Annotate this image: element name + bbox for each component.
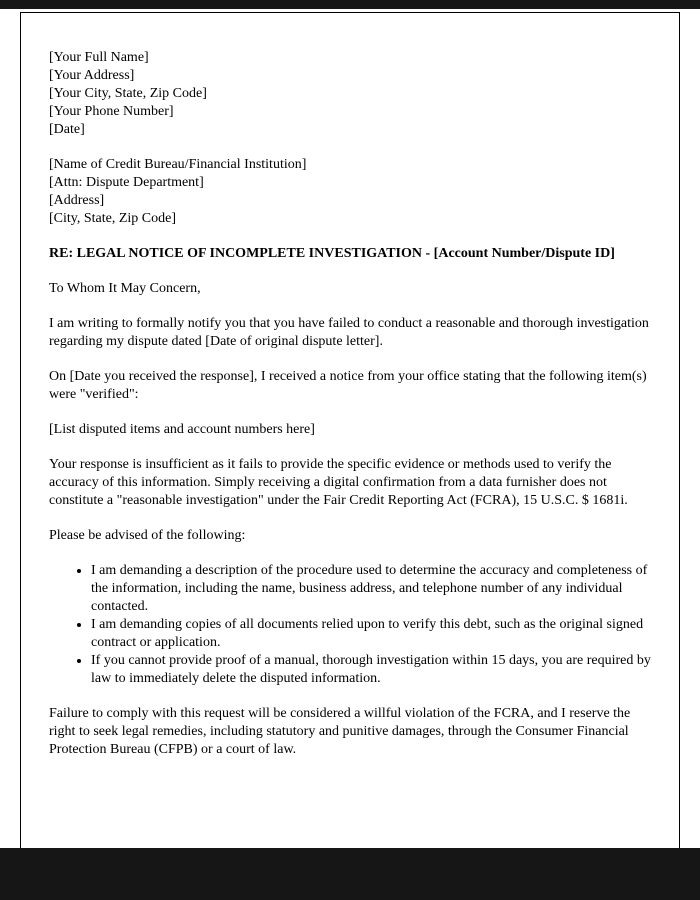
paragraph-disputed-items-placeholder: [List disputed items and account numbers here] — [49, 422, 315, 437]
top-border-bar — [0, 0, 700, 9]
sender-city-line: [Your City, State, Zip Code] — [49, 86, 207, 101]
salutation: To Whom It May Concern, — [49, 281, 201, 296]
sender-address-line: [Your Address] — [49, 68, 135, 83]
demand-item-deletion: • If you cannot provide proof of a manual, thorough investigation within 15 days, you are required by law to immediately delete the disputed information. — [91, 652, 651, 688]
bottom-border-bar — [0, 848, 700, 900]
demand-item-procedure: • I am demanding a description of the procedure used to determine the accuracy and completeness of the information, including the name, business address, and telephone number of any individual contacted. — [91, 562, 651, 616]
recipient-name-line: [Name of Credit Bureau/Financial Institution] — [49, 157, 307, 172]
paragraph-response-received: On [Date you received the response], I received a notice from your office stating that the following item(s) were "verified": — [49, 369, 647, 402]
recipient-attn-line: [Attn: Dispute Department] — [49, 175, 204, 190]
demands-list — [49, 562, 651, 688]
recipient-address-block — [49, 156, 651, 228]
recipient-address-line: [Address] — [49, 193, 105, 208]
sender-phone-line: [Your Phone Number] — [49, 104, 174, 119]
subject-line: RE: LEGAL NOTICE OF INCOMPLETE INVESTIGATION - [Account Number/Dispute ID] — [49, 246, 615, 261]
sender-name-line: [Your Full Name] — [49, 50, 149, 65]
paragraph-advised-intro: Please be advised of the following: — [49, 528, 246, 543]
recipient-city-line: [City, State, Zip Code] — [49, 211, 177, 226]
paragraph-notify: I am writing to formally notify you that you have failed to conduct a reasonable and thorough investigation regarding my dispute dated [Date of original dispute letter]. — [49, 316, 649, 349]
letter-date-line: [Date] — [49, 122, 85, 137]
paragraph-insufficient-response: Your response is insufficient as it fails to provide the specific evidence or methods used to verify the accuracy of this information. Simply receiving a digital confirmation from a data furnisher does not constitute a "reasonable investigation" under the Fair Credit Reporting Act (FCRA), 15 U.S.C. $ 1681i. — [49, 457, 628, 508]
sender-address-block — [49, 49, 651, 139]
demand-item-documents: • I am demanding copies of all documents relied upon to verify this debt, such as the original signed contract or application. — [91, 616, 651, 652]
paragraph-failure-to-comply: Failure to comply with this request will be considered a willful violation of the FCRA, and I reserve the right to seek legal remedies, including statutory and punitive damages, through the Consumer Financial Protection Bureau (CFPB) or a court of law. — [49, 706, 631, 757]
letter-page — [20, 12, 680, 848]
